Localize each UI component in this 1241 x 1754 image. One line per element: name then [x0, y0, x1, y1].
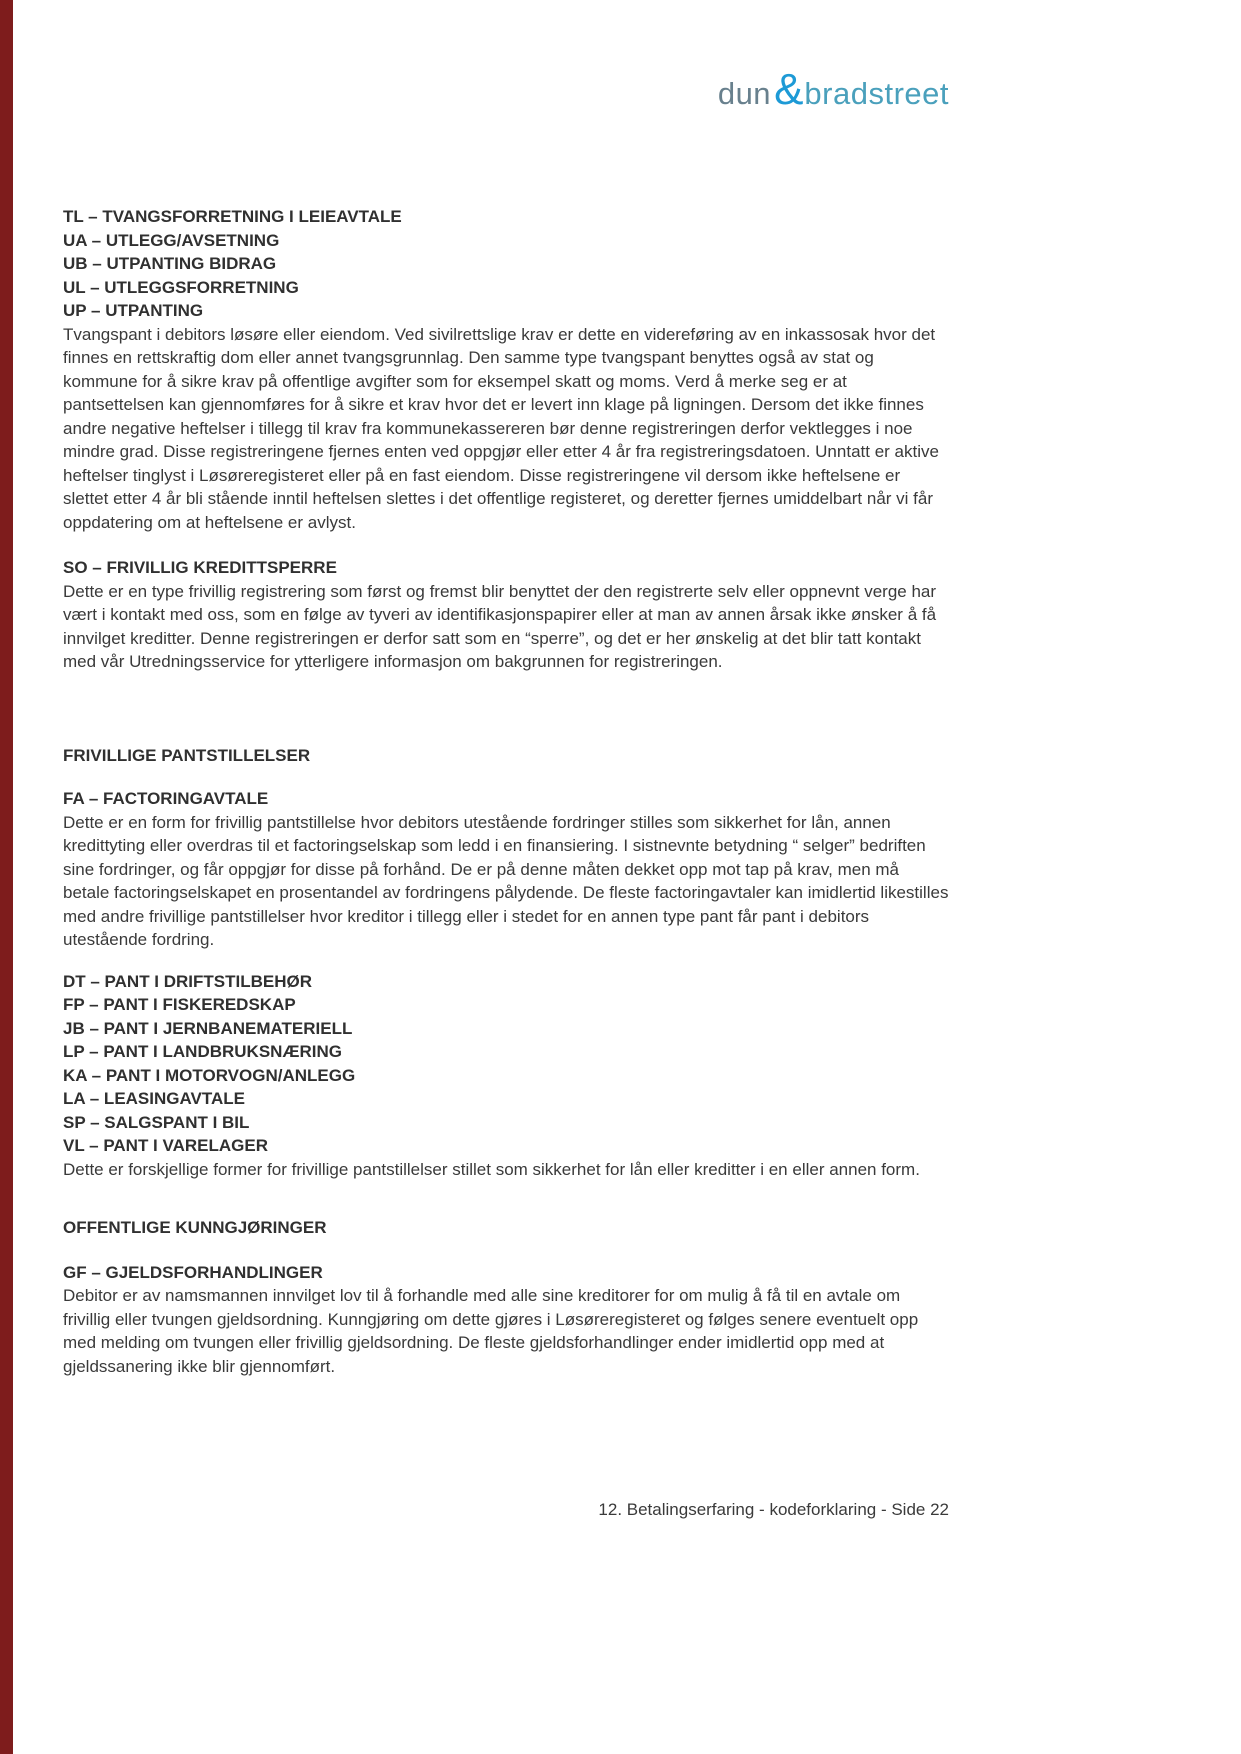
- logo-text-bradstreet: bradstreet: [804, 76, 949, 111]
- document-content: [63, 205, 949, 1378]
- code-heading-fp: FP – PANT I FISKEREDSKAP: [63, 995, 296, 1014]
- code-heading-gf: GF – GJELDSFORHANDLINGER: [63, 1262, 323, 1282]
- code-heading-ua: UA – UTLEGG/AVSETNING: [63, 230, 280, 250]
- code-heading-up: UP – UTPANTING: [63, 301, 204, 320]
- section-pant-codes: [63, 970, 949, 1182]
- section-so-kredittsperre: [63, 556, 949, 674]
- code-heading-lp: LP – PANT I LANDBRUKSNÆRING: [63, 1042, 342, 1061]
- body-paragraph-tvangspant: Tvangspant i debitors løsøre eller eiendom. Ved sivilrettslige krav er dette en videreføring av en inkassosak hvor det finnes en rettskraftig dom eller annet tvangsgrunnlag. Den samme type tvangspant benyttes også av stat og kommune for å sikre krav på offentlige avgifter som for eksempel skatt og moms. Verd å merke seg er at pantsettelsen kan gjennomføres for å sikre et krav hvor det er levert inn klage på ligningen. Dersom det ikke finnes andre negative heftelser i tillegg til krav fra kommunekassereren bør denne registreringen derfor vektlegges i noe mindre grad. Disse registreringene fjernes enten ved oppgjør eller etter 4 år fra registreringsdatoen. Unntatt er aktive heftelser tinglyst i Løsøreregisteret eller på en fast eiendom. Disse registreringene vil dersom ikke heftelsene er slettet etter 4 år bli stående inntil heftelsen slettes i det offentlige registeret, og deretter fjernes umiddelbart når vi får oppdatering om at heftelsene er avlyst.: [63, 324, 939, 532]
- section-heading-frivillige-pantstillelser: FRIVILLIGE PANTSTILLELSER: [63, 745, 311, 765]
- logo-text-dun: dun: [717, 76, 772, 111]
- body-paragraph-gf: Debitor er av namsmannen innvilget lov til å forhandle med alle sine kreditorer for om mulig å få til en avtale om frivillig eller tvungen gjeldsordning. Kunngjøring om dette gjøres i Løsøreregisteret og følges senere eventuelt opp med melding om tvungen eller frivillig gjeldsordning. De fleste gjeldsforhandlinger ender imidlertid opp med at gjeldssanering ikke blir gjennomført.: [63, 1286, 919, 1376]
- body-paragraph-pant-codes: Dette er forskjellige former for frivillige pantstillelser stillet som sikkerhet for lån eller kreditter i en eller annen form.: [63, 1159, 920, 1179]
- code-heading-vl: VL – PANT I VARELAGER: [63, 1136, 268, 1155]
- code-heading-so: SO – FRIVILLIG KREDITTSPERRE: [63, 558, 337, 577]
- section-heading-offentlige-kunngjoringer: OFFENTLIGE KUNNGJØRINGER: [63, 1218, 327, 1237]
- body-paragraph-fa: Dette er en form for frivillig pantstillelse hvor debitors utestående fordringer stilles som sikkerhet for lån, annen kredittyting eller overdras til et factoringselskap som ledd i en finansiering. I sistnevnte betydning “ selger” bedriften sine fordringer, og får oppgjør for disse på forhånd. De er på denne måten dekket opp mot tap på krav, men må betale factoringselskapet en prosentandel av fordringens pålydende. De fleste factoringavtaler kan imidlertid likestilles med andre frivillige pantstillelser hvor kreditor i tillegg eller i stedet for en annen type pant får pant i debitors utestående fordring.: [63, 812, 949, 949]
- logo-ampersand: &: [774, 65, 804, 114]
- section-gf-gjeldsforhandlinger: [63, 1261, 949, 1379]
- code-heading-jb: JB – PANT I JERNBANEMATERIELL: [63, 1018, 353, 1038]
- code-heading-la: LA – LEASINGAVTALE: [63, 1089, 245, 1108]
- code-heading-dt: DT – PANT I DRIFTSTILBEHØR: [63, 971, 313, 991]
- code-heading-ub: UB – UTPANTING BIDRAG: [63, 254, 277, 273]
- section-fa-factoringavtale: [63, 787, 949, 952]
- left-accent-bar: [0, 0, 13, 1754]
- code-heading-fa: FA – FACTORINGAVTALE: [63, 789, 269, 808]
- code-heading-tl: TL – TVANGSFORRETNING I LEIEAVTALE: [63, 207, 402, 226]
- code-heading-ka: KA – PANT I MOTORVOGN/ANLEGG: [63, 1065, 356, 1085]
- code-heading-ul: UL – UTLEGGSFORRETNING: [63, 277, 299, 297]
- code-heading-sp: SP – SALGSPANT I BIL: [63, 1112, 250, 1132]
- section-tvangspant-codes: [63, 205, 949, 534]
- page-footer: 12. Betalingserfaring - kodeforklaring - Side 22: [598, 1500, 949, 1519]
- dun-bradstreet-logo: [717, 65, 949, 114]
- body-paragraph-so: Dette er en type frivillig registrering som først og fremst blir benyttet der den registrerte selv eller oppnevnt verge har vært i kontakt med oss, som en følge av tyveri av identifikasjonspapirer eller at man av annen årsak ikke ønsker å få innvilget kreditter. Denne registreringen er derfor satt som en “sperre”, og det er her ønskelig at det blir tatt kontakt med vår Utredningsservice for ytterligere informasjon om bakgrunnen for registreringen.: [63, 581, 937, 671]
